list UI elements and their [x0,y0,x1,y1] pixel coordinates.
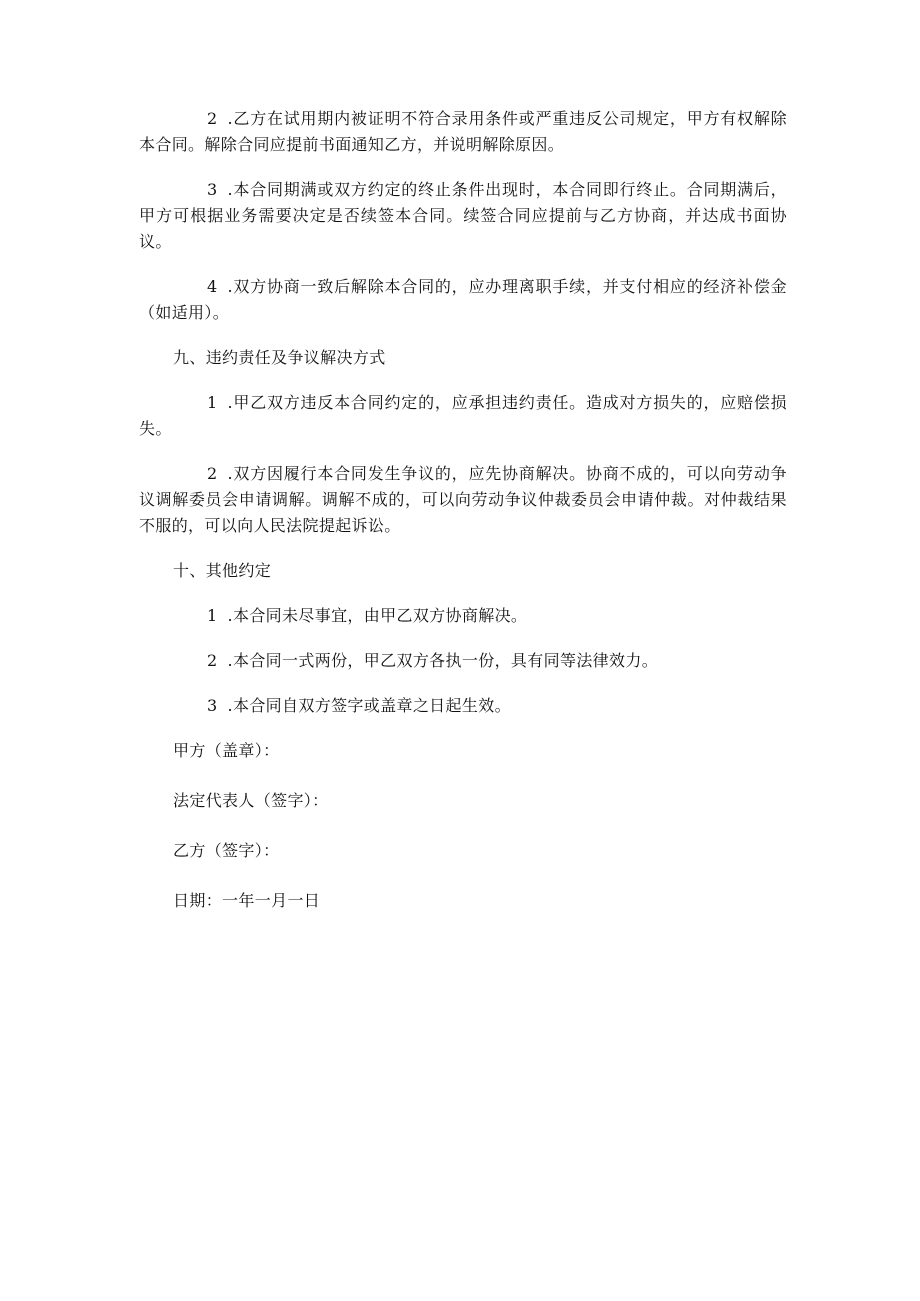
clause-9-1 [139,390,787,442]
clause-8-2 [139,106,787,158]
clause-number: 3 [207,180,218,199]
section-10-title: 十、其他约定 [173,561,272,580]
clause-8-4 [139,274,787,326]
clause-text: .双方因履行本合同发生争议的，应先协商解决。协商不成的，可以向劳动争议调解委员会申请调解。调解不成的，可以向劳动争议仲裁委员会申请仲裁。对仲裁结果不服的，可以向人民法院提起诉讼。 [139,464,787,535]
clause-number: 2 [207,464,218,483]
clause-text: .乙方在试用期内被证明不符合录用条件或严重违反公司规定，甲方有权解除本合同。解除合同应提前书面通知乙方，并说明解除原因。 [139,109,787,154]
party-a-signature-line: 甲方（盖章）： [173,741,280,760]
clause-number: 2 [207,651,218,670]
clause-number: 1 [207,606,218,625]
clause-number: 1 [207,393,218,412]
legal-representative-signature-line: 法定代表人（签字）： [173,791,329,810]
clause-text: .本合同一式两份，甲乙双方各执一份，具有同等法律效力。 [227,651,659,670]
clause-number: 2 [207,109,218,128]
clause-text: .甲乙双方违反本合同约定的，应承担违约责任。造成对方损失的，应赔偿损失。 [139,393,787,438]
document-body [139,106,787,938]
clause-text: .本合同自双方签字或盖章之日起生效。 [227,696,511,715]
clause-9-2 [139,461,787,539]
clause-text: .本合同期满或双方约定的终止条件出现时，本合同即行终止。合同期满后，甲方可根据业务需要决定是否续签本合同。续签合同应提前与乙方协商，并达成书面协议。 [139,180,787,251]
section-9-title: 九、违约责任及争议解决方式 [173,348,386,367]
clause-number: 3 [207,696,218,715]
clause-text: .双方协商一致后解除本合同的，应办理离职手续，并支付相应的经济补偿金（如适用）。 [139,277,787,322]
clause-text: .本合同未尽事宜，由甲乙双方协商解决。 [227,606,528,625]
clause-10-3 [139,693,787,719]
clause-number: 4 [207,277,218,296]
date-line: 日期：一年一月一日 [173,891,321,910]
party-b-signature-line: 乙方（签字）： [173,841,280,860]
clause-10-2 [139,648,787,674]
clause-8-3 [139,177,787,255]
clause-10-1 [139,603,787,629]
